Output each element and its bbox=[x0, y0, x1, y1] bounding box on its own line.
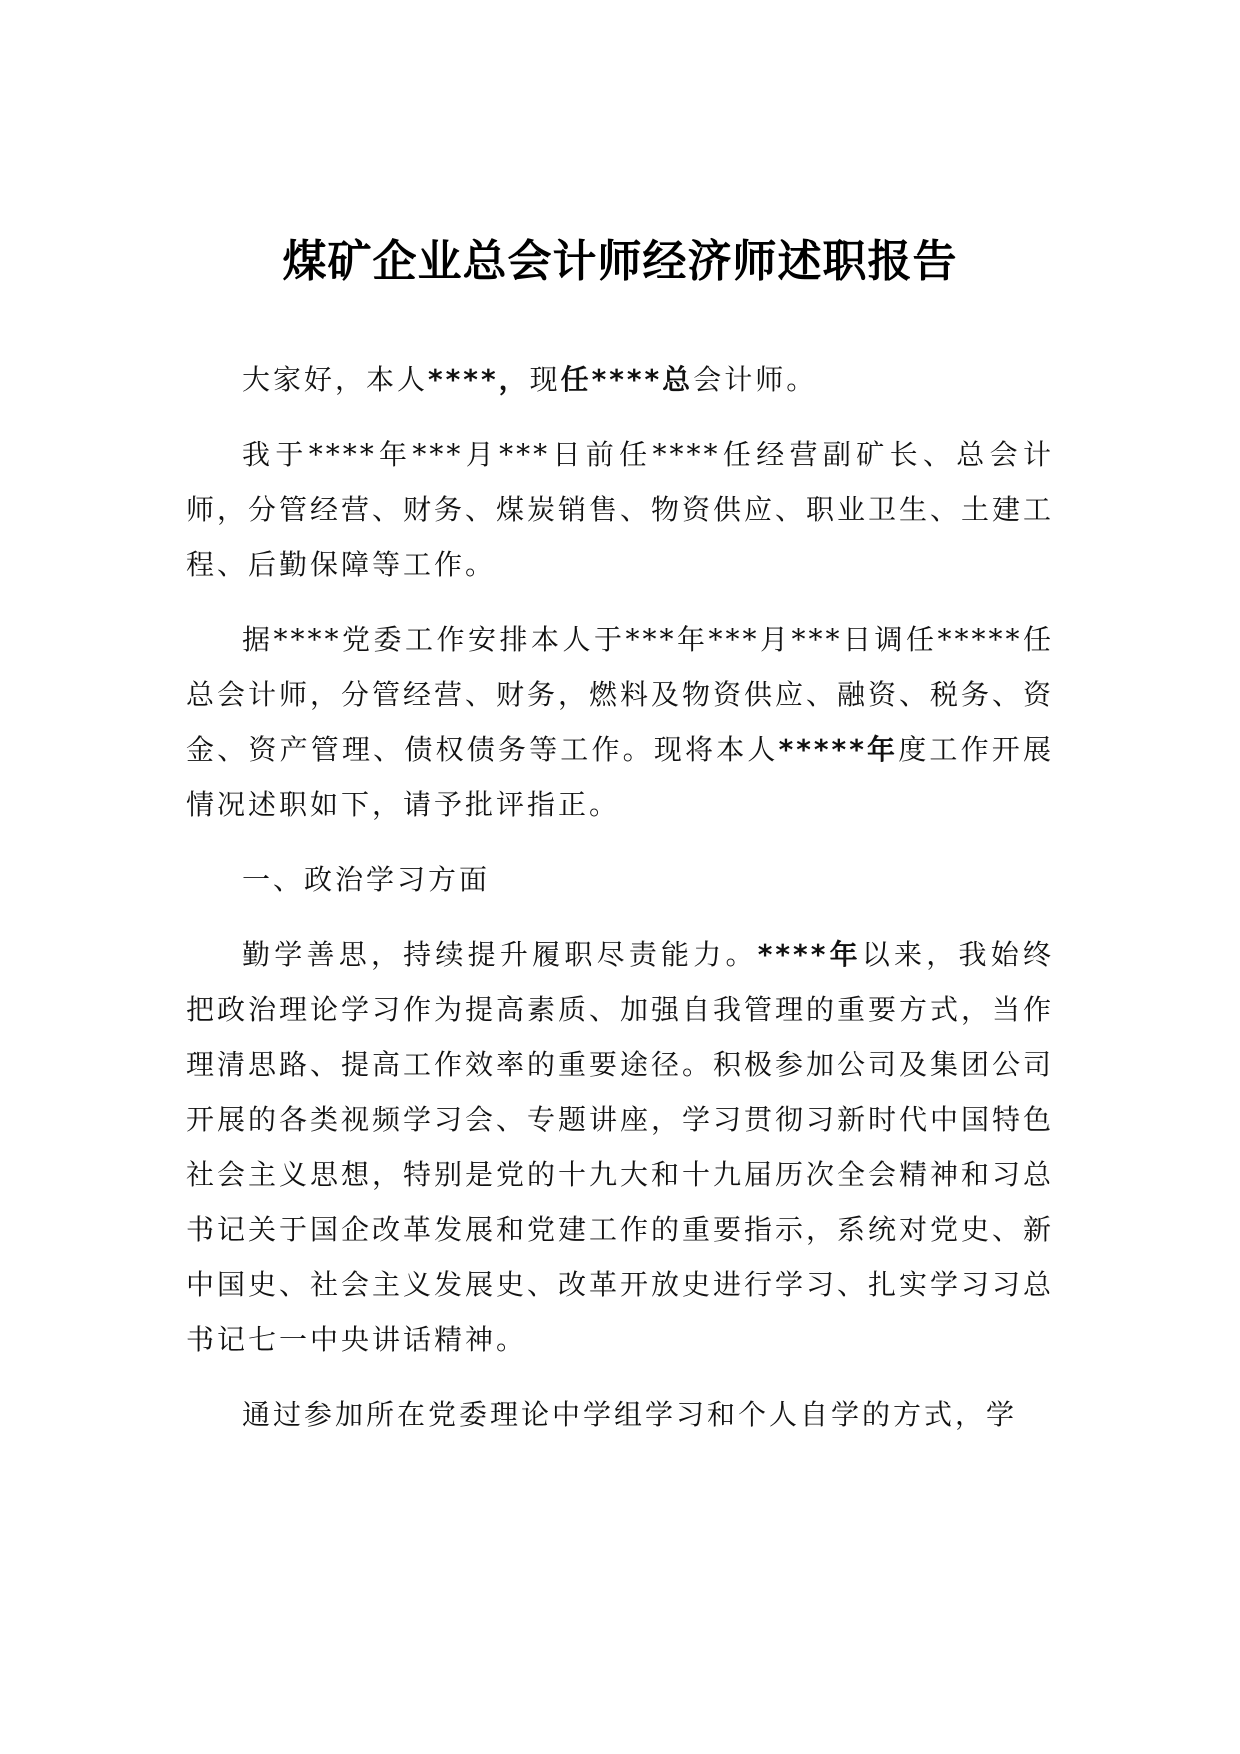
study-text: 以来，我始终把政治理论学习作为提高素质、加强自我管理的重要方式，当作理清思路、提高工作效率的重要途径。积极参加公司及集团公司开展的各类视频学习会、专题讲座，学习贯彻习新时代中国特色社会主义思想，特别是党的十九大和十九届历次全会精神和习总书记关于国企改革发展和党建工作的重要指示，系统对党史、新中国史、社会主义发展史、改革开放史进行学习、扎实学习习总书记七一中央讲话精神。 bbox=[186, 938, 1055, 1356]
greeting-now: 现 bbox=[529, 363, 561, 396]
paragraph-study bbox=[186, 927, 1054, 1367]
document-body bbox=[186, 352, 1054, 1462]
document-title: 煤矿企业总会计师经济师述职报告 bbox=[282, 236, 958, 287]
paragraph-continued: 通过参加所在党委理论中学组学习和个人自学的方式，学 bbox=[242, 1398, 1018, 1431]
current-role-text: 据****党委工作安排本人于***年***月***日调任*****任总会计师，分管经营、财务，燃料及物资供应、融资、税务、资金、资产管理、债权债务等工作。现将本人 bbox=[186, 623, 1055, 766]
paragraph-greeting bbox=[186, 352, 1054, 407]
position-placeholder: 任****总 bbox=[560, 363, 694, 396]
study-lead: 勤学善思，持续提升履职尽责能力。 bbox=[242, 938, 758, 971]
current-role-end: 度工作开展情况述职如下，请予批评指正。 bbox=[186, 733, 1054, 821]
greeting-text: 大家好，本人 bbox=[242, 363, 429, 396]
study-year-placeholder: ****年 bbox=[757, 938, 862, 971]
year-placeholder: *****年 bbox=[778, 733, 899, 766]
greeting-end: 会计师。 bbox=[693, 363, 818, 396]
paragraph-previous-role: 我于****年***月***日前任****任经营副矿长、总会计师，分管经营、财务、煤炭销售、物资供应、职业卫生、土建工程、后勤保障等工作。 bbox=[186, 438, 1055, 581]
section-heading-political-study: 一、政治学习方面 bbox=[242, 863, 491, 896]
name-placeholder: ****， bbox=[428, 363, 530, 396]
paragraph-current-role bbox=[186, 612, 1054, 832]
